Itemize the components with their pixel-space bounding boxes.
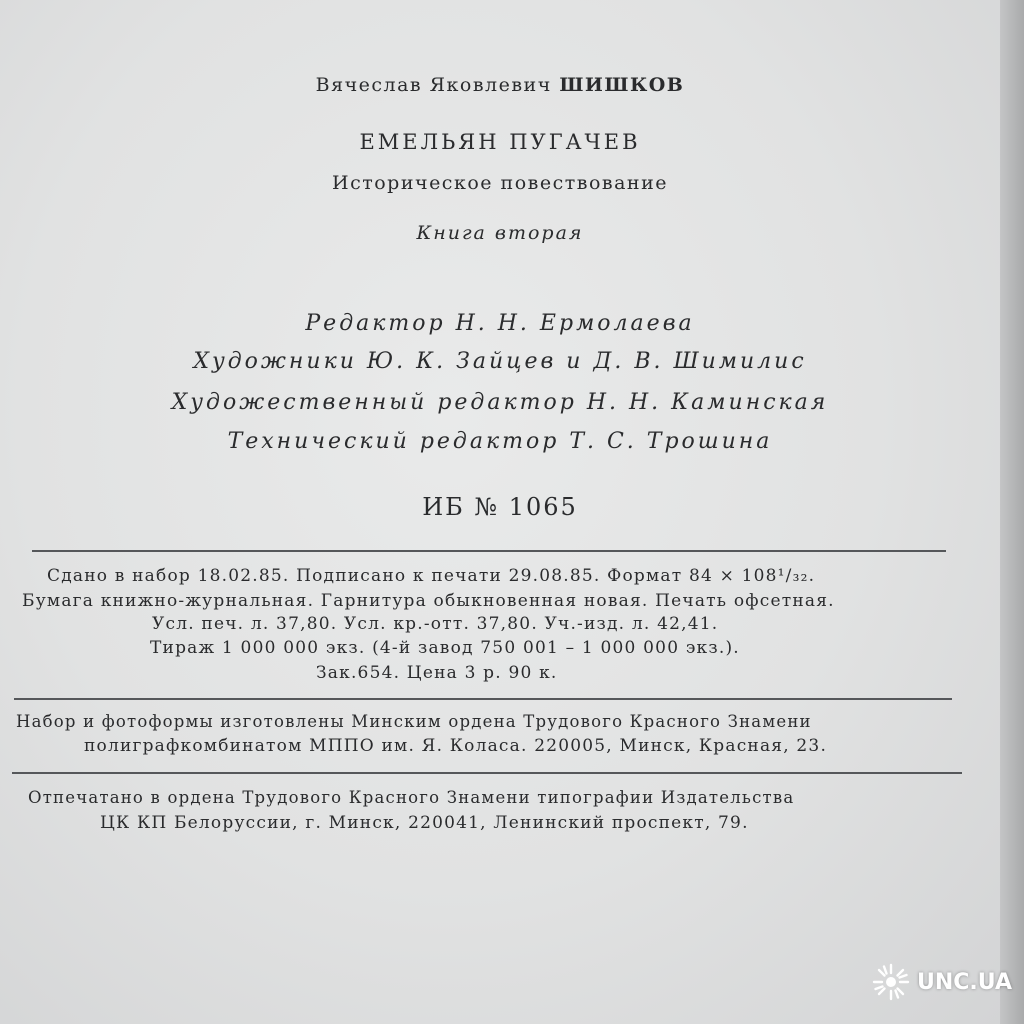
ib-number: ИБ № 1065 bbox=[422, 493, 578, 521]
book-subtitle: Историческое повествование bbox=[332, 172, 668, 194]
imprint-line-3: Усл. печ. л. 37,80. Усл. кр.-отт. 37,80. Уч.-изд. л. 42,41. bbox=[152, 614, 719, 634]
credit-artists: Художники Ю. К. Зайцев и Д. В. Шимилис bbox=[193, 349, 807, 374]
author-surname: ШИШКОВ bbox=[559, 74, 685, 96]
divider-top bbox=[32, 550, 946, 552]
watermark-text: UNC.UA bbox=[917, 969, 1012, 995]
book-title: ЕМЕЛЬЯН ПУГАЧЕВ bbox=[359, 130, 641, 154]
imprint-line-5: Зак.654. Цена 3 р. 90 к. bbox=[316, 663, 558, 683]
printing-line-2: ЦК КП Белоруссии, г. Минск, 220041, Ленинский проспект, 79. bbox=[100, 813, 749, 833]
sunburst-logo-icon bbox=[871, 962, 911, 1002]
watermark bbox=[871, 962, 1012, 1002]
typesetting-line-1: Набор и фотоформы изготовлены Минским ордена Трудового Красного Знамени bbox=[16, 712, 812, 731]
book-volume: Книга вторая bbox=[416, 222, 584, 244]
author-name: Вячеслав Яковлевич bbox=[315, 74, 552, 96]
credit-art-editor: Художественный редактор Н. Н. Каминская bbox=[171, 390, 829, 415]
credit-tech-editor: Технический редактор Т. С. Трошина bbox=[227, 429, 773, 454]
author-line bbox=[0, 74, 1000, 96]
printing-line-1: Отпечатано в ордена Трудового Красного Знамени типографии Издательства bbox=[28, 788, 795, 807]
imprint-line-2: Бумага книжно-журнальная. Гарнитура обыкновенная новая. Печать офсетная. bbox=[22, 591, 835, 611]
page-edge bbox=[1000, 0, 1024, 1024]
imprint-line-4: Тираж 1 000 000 экз. (4-й завод 750 001 – 1 000 000 экз.). bbox=[150, 638, 740, 658]
imprint-line-1: Сдано в набор 18.02.85. Подписано к печати 29.08.85. Формат 84 × 108¹/₃₂. bbox=[47, 566, 816, 586]
credit-editor: Редактор Н. Н. Ермолаева bbox=[305, 311, 695, 336]
divider-bottom bbox=[12, 772, 962, 774]
typesetting-line-2: полиграфкомбинатом МППО им. Я. Коласа. 220005, Минск, Красная, 23. bbox=[84, 736, 828, 756]
divider-middle bbox=[14, 698, 952, 700]
